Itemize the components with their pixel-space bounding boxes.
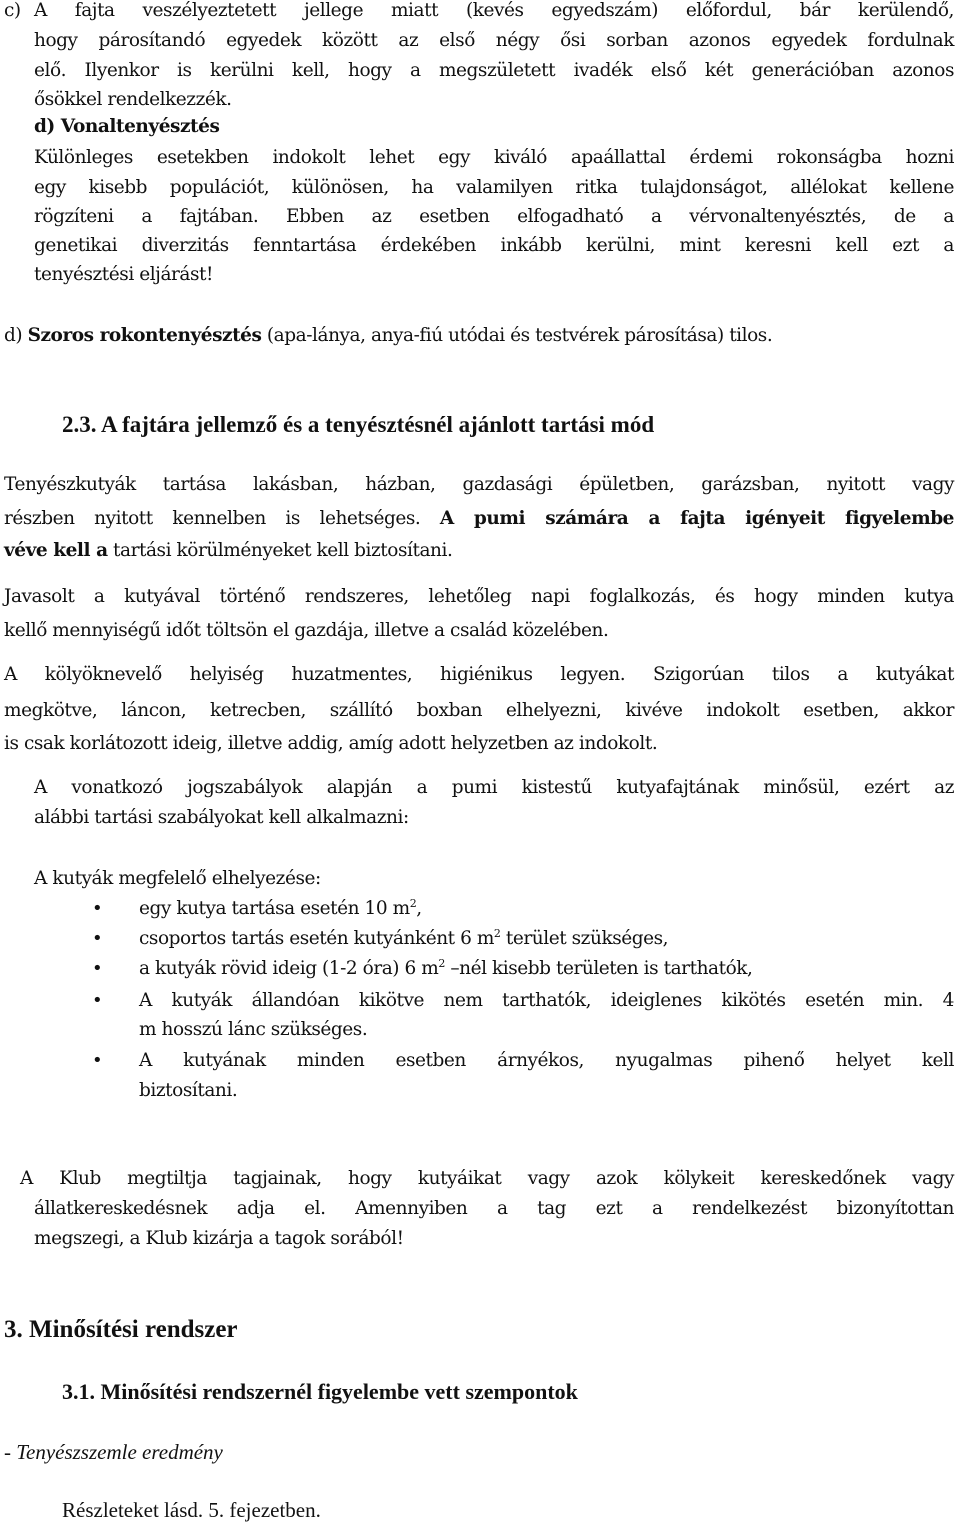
list-item-3-text: a kutyák rövid ideig (1-2 óra) 6 m <box>139 958 439 979</box>
list-item-3-sup: 2 <box>438 956 445 970</box>
para2-line-1: Javasolt a kutyával történő rendszeres, lehetőleg napi foglalkozás, és hogy minden kutya <box>4 586 954 607</box>
para5-line-3: megszegi, a Klub kizárja a tagok sorából! <box>34 1228 404 1249</box>
list-item-2-text: csoportos tartás esetén kutyánként 6 m <box>139 928 494 949</box>
list-item-5-line-1: A kutyának minden esetben árnyékos, nyugalmas pihenő helyet kell <box>139 1050 954 1071</box>
details-reference: Részleteket lásd. 5. fejezetben. <box>62 1498 321 1522</box>
para5-line-1: A Klub megtiltja tagjainak, hogy kutyáikat vagy azok kölykeit kereskedőnek vagy <box>20 1168 954 1189</box>
list-item-5-line-2: biztosítani. <box>139 1080 238 1101</box>
section-d-heading: d) Vonaltenyésztés <box>34 116 220 137</box>
section-d-line-4: genetikai diverzitás fenntartása érdekében inkább kerülni, mint keresni kell ezt a <box>34 235 954 256</box>
list-item-4-line-2: m hosszú lánc szükséges. <box>139 1019 368 1040</box>
show-result-item: - Tenyészszemle eredmény <box>4 1440 223 1464</box>
section-d2-rest: (apa-lánya, anya-fiú utódai és testvérek párosítása) tilos. <box>261 325 773 346</box>
list-item-2-post: terület szükséges, <box>500 928 669 949</box>
list-item-1-sup: 2 <box>409 896 417 910</box>
list-item-4-line-1: A kutyák állandóan kikötve nem tarthatók, ideiglenes kikötés esetén min. 4 <box>139 990 954 1011</box>
para4-line-1: A vonatkozó jogszabályok alapján a pumi kistestű kutyafajtának minősül, ezért az <box>34 777 954 798</box>
section-d2-bold: Szoros rokontenyésztés <box>27 325 262 346</box>
list-title: A kutyák megfelelő elhelyezése: <box>34 868 321 889</box>
bullet-marker: • <box>92 1050 103 1071</box>
section-c-line-2: hogy párosítandó egyedek között az első négy ősi sorban azonos egyedek fordulnak <box>34 30 954 51</box>
bullet-marker: • <box>92 990 103 1011</box>
para1-line-2 <box>4 508 954 529</box>
para1-line-1: Tenyészkutyák tartása lakásban, házban, gazdasági épületben, garázsban, nyitott vagy <box>4 474 954 495</box>
bullet-marker: • <box>92 958 103 979</box>
para2-line-2: kellő mennyiségű időt töltsön el gazdája, illetve a család közelében. <box>4 620 609 641</box>
list-item-1 <box>139 898 422 919</box>
list-item-1-text: egy kutya tartása esetén 10 m <box>139 898 410 919</box>
para1-line-3-bold: véve kell a <box>4 540 108 561</box>
list-item-3 <box>139 958 752 979</box>
heading-2-3: 2.3. A fajtára jellemző és a tenyésztésnél ajánlott tartási mód <box>62 412 655 437</box>
para1-line-3 <box>4 540 452 561</box>
para3-line-2: megkötve, láncon, ketrecben, szállító boxban elhelyezni, kivéve indokolt esetben, akkor <box>4 700 954 721</box>
heading-3: 3. Minősítési rendszer <box>4 1316 238 1343</box>
section-d-line-1: Különleges esetekben indokolt lehet egy kiváló apaállattal érdemi rokonságba hozni <box>34 147 954 168</box>
section-c-label: c) <box>4 0 21 21</box>
list-item-2-sup: 2 <box>493 926 501 940</box>
para3-line-1: A kölyöknevelő helyiség huzatmentes, higiénikus legyen. Szigorúan tilos a kutyákat <box>4 664 954 685</box>
para4-line-2: alábbi tartási szabályokat kell alkalmazni: <box>34 807 409 828</box>
bullet-marker: • <box>92 898 103 919</box>
para1-line-2-normal: részben nyitott kennelben is lehetséges. <box>4 508 440 529</box>
para3-line-3: is csak korlátozott ideig, illetve addig, amíg adott helyzetben az indokolt. <box>4 733 658 754</box>
list-item-3-post: –nél kisebb területen is tarthatók, <box>444 958 753 979</box>
section-d-line-5: tenyésztési eljárást! <box>34 264 214 285</box>
section-c-line-1: A fajta veszélyeztetett jellege miatt (kevés egyedszám) előfordul, bár kerülendő, <box>34 0 954 21</box>
section-c-line-4: ősökkel rendelkezzék. <box>34 89 232 110</box>
para5-line-2: állatkereskedésnek adja el. Amennyiben a tag ezt a rendelkezést bizonyítottan <box>34 1198 954 1219</box>
para1-line-3-normal: tartási körülményeket kell biztosítani. <box>107 540 453 561</box>
list-item-1-post: , <box>416 898 422 919</box>
section-d-line-3: rögzíteni a fajtában. Ebben az esetben elfogadható a vérvonaltenyésztés, de a <box>34 206 954 227</box>
section-d2-prefix: d) <box>4 325 28 346</box>
section-c-line-3: elő. Ilyenkor is kerülni kell, hogy a megszületett ivadék első két generációban azonos <box>34 60 954 81</box>
section-d2-line <box>4 325 772 346</box>
section-d-line-2: egy kisebb populációt, különösen, ha valamilyen ritka tulajdonságot, allélokat kellene <box>34 177 954 198</box>
list-item-2 <box>139 928 668 949</box>
para1-line-2-bold: A pumi számára a fajta igényeit figyelembe <box>439 508 955 529</box>
heading-3-1: 3.1. Minősítési rendszernél figyelembe vett szempontok <box>62 1379 578 1404</box>
bullet-marker: • <box>92 928 103 949</box>
